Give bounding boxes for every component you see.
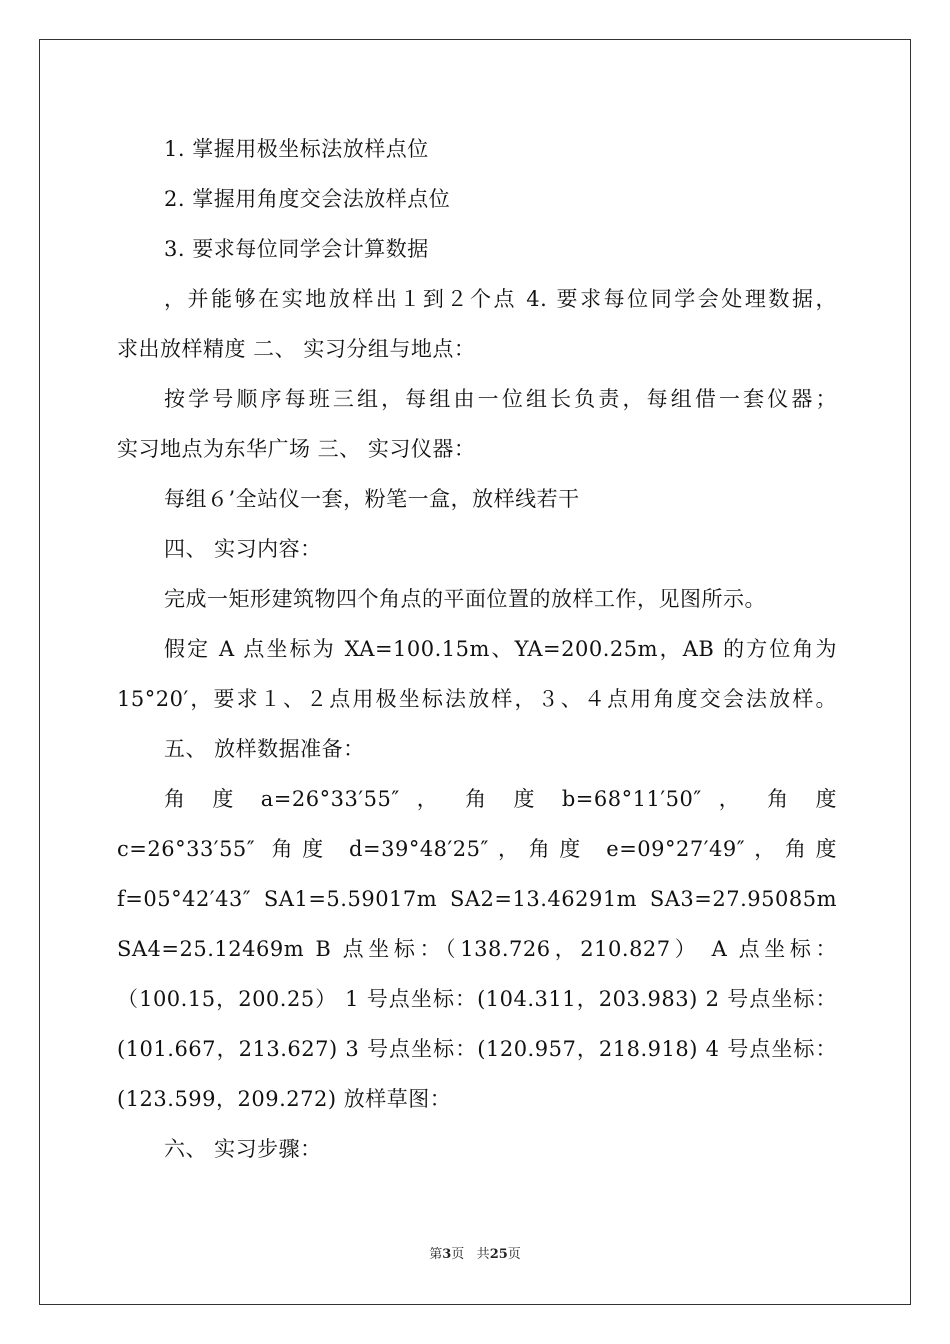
text-line: 求出放样精度 二、 实习分组与地点：	[117, 337, 476, 361]
text-line: 角 度 a=26°33′55″ ， 角 度 b=68°11′50″ ， 角 度	[164, 787, 837, 811]
text-line: 15°20′，要求１、２点用极坐标法放样，３、４点用角度交会法放样。	[117, 687, 837, 711]
text-line: （100.15，200.25） 1 号点坐标：(104.311，203.983) 2 号点坐标：	[117, 987, 837, 1011]
footer-page-number: 3	[442, 1247, 452, 1262]
footer-page-suffix: 页	[451, 1247, 465, 1262]
text-line: c=26°33′55″ 角度 d=39°48′25″，角度 e=09°27′49″，角度	[117, 837, 837, 861]
text-line: f=05°42′43″ SA1=5.59017m SA2=13.46291m SA3=27.95085m	[117, 887, 837, 911]
text-line: 3. 要求每位同学会计算数据	[164, 237, 429, 261]
footer-total-prefix: 共	[476, 1247, 490, 1262]
text-line: 假定 A 点坐标为 XA=100.15m、YA=200.25m，AB 的方位角为	[164, 637, 837, 661]
page-border	[39, 39, 911, 1305]
section-heading: 六、 实习步骤：	[164, 1137, 322, 1161]
section-heading: 五、 放样数据准备：	[164, 737, 365, 761]
text-line: 2. 掌握用角度交会法放样点位	[164, 187, 451, 211]
section-heading: 四、 实习内容：	[164, 537, 322, 561]
footer-total-suffix: 页	[507, 1247, 521, 1262]
text-line: 每组６’全站仪一套，粉笔一盒，放样线若干	[164, 487, 580, 511]
text-line: SA4=25.12469m B 点坐标：（138.726，210.827） A 点坐标：	[117, 937, 837, 961]
text-line: 实习地点为东华广场 三、 实习仪器：	[117, 437, 476, 461]
text-line: 按学号顺序每班三组，每组由一位组长负责，每组借一套仪器；	[164, 387, 837, 411]
text-line: 1. 掌握用极坐标法放样点位	[164, 137, 429, 161]
footer-page-prefix: 第	[429, 1247, 443, 1262]
text-line: (123.599，209.272) 放样草图：	[117, 1087, 452, 1111]
text-line: ，并能够在实地放样出１到２个点 4. 要求每位同学会处理数据，	[164, 287, 837, 311]
text-line: 完成一矩形建筑物四个角点的平面位置的放样工作，见图所示。	[164, 587, 766, 611]
footer-total-pages: 25	[489, 1247, 508, 1262]
page-footer	[0, 1246, 950, 1264]
text-line: (101.667，213.627) 3 号点坐标：(120.957，218.918) 4 号点坐标：	[117, 1037, 837, 1061]
